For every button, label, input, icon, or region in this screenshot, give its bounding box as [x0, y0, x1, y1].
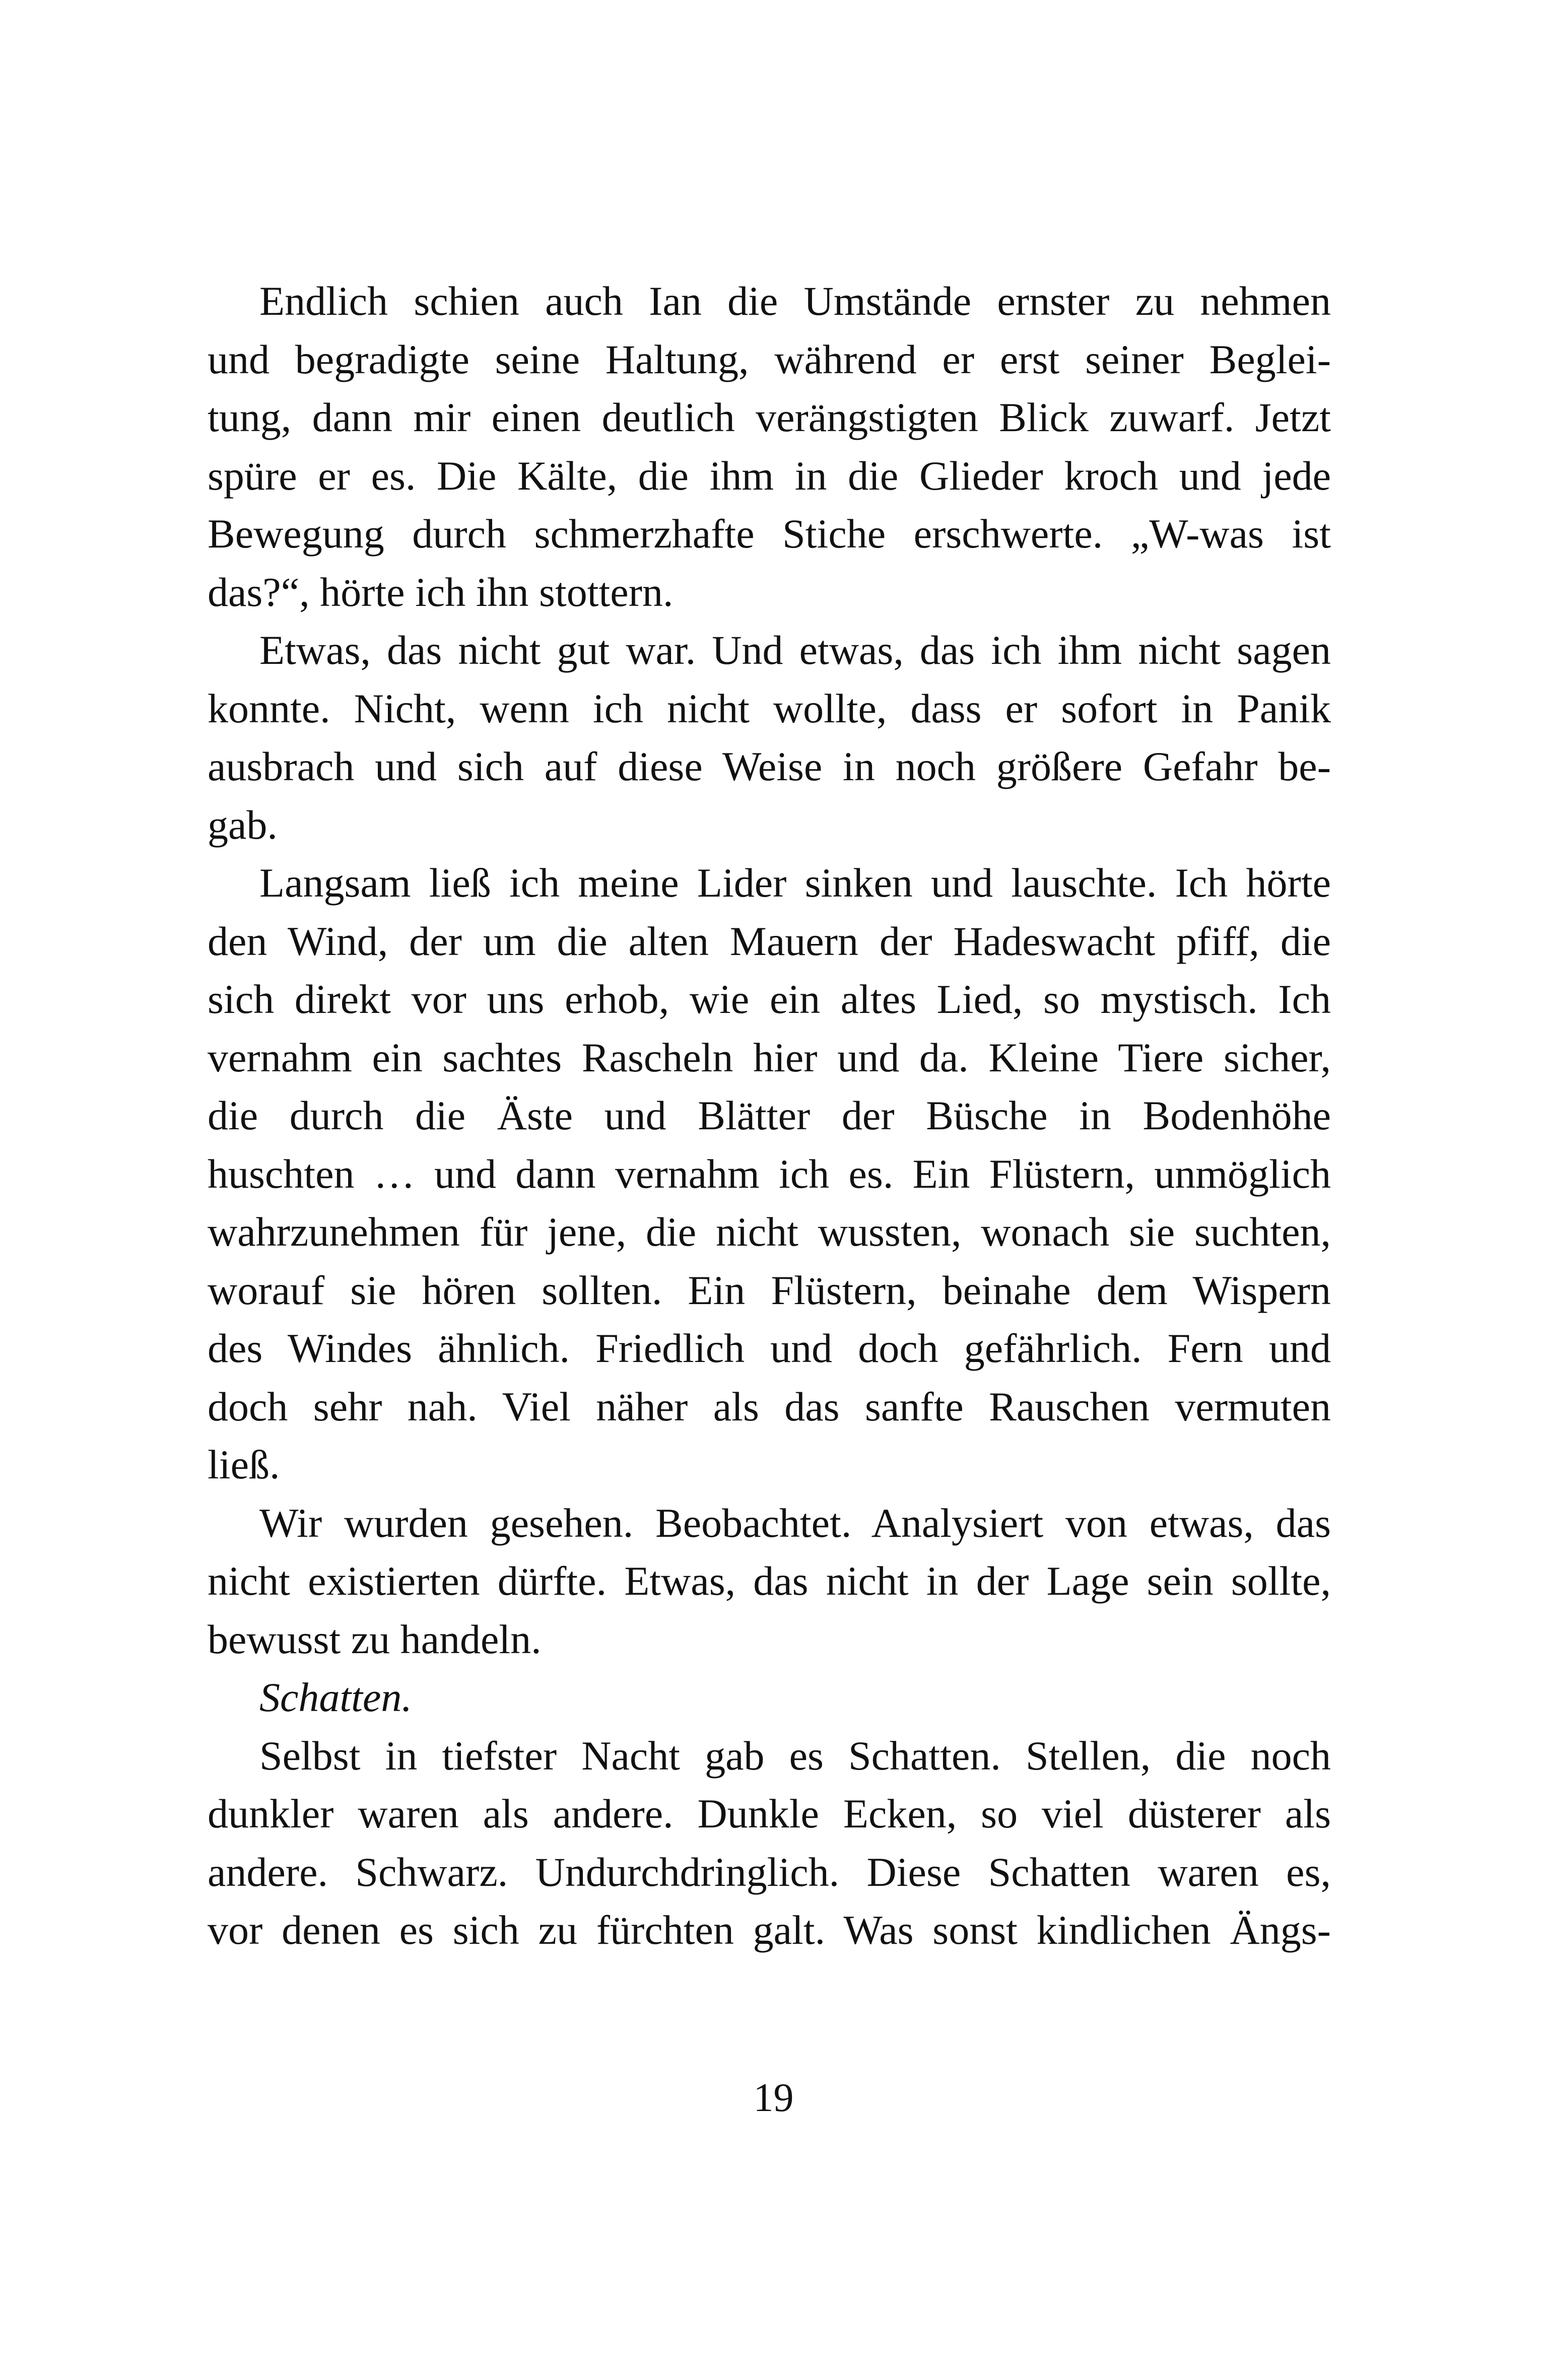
text-line: des Windes ähnlich. Friedlich und doch gefährlich. Fern und: [208, 1325, 1331, 1371]
text-line: Selbst in tiefster Nacht gab es Schatten. Stellen, die noch: [259, 1732, 1331, 1779]
text-line: Bewegung durch schmerzhafte Stiche erschwerte. „W-was ist: [208, 511, 1331, 557]
text-line: Langsam ließ ich meine Lider sinken und lauschte. Ich hörte: [259, 860, 1331, 906]
text-line: sich direkt vor uns erhob, wie ein altes Lied, so mystisch. Ich: [208, 976, 1331, 1022]
text-line: spüre er es. Die Kälte, die ihm in die Glieder kroch und jede: [208, 452, 1331, 499]
text-line: doch sehr nah. Viel näher als das sanfte Rauschen vermuten: [208, 1383, 1331, 1430]
text-line: wahrzunehmen für jene, die nicht wussten, wonach sie suchten,: [208, 1209, 1331, 1255]
text-line: ausbrach und sich auf diese Weise in noch größere Gefahr be-: [208, 743, 1331, 789]
text-line: vernahm ein sachtes Rascheln hier und da. Kleine Tiere sicher,: [208, 1034, 1331, 1080]
text-line: das?“, hörte ich ihn stottern.: [208, 569, 674, 615]
text-line: bewusst zu handeln.: [208, 1616, 542, 1662]
text-line: Endlich schien auch Ian die Umstände ernster zu nehmen: [259, 278, 1331, 324]
text-line: dunkler waren als andere. Dunkle Ecken, so viel düsterer als: [208, 1791, 1331, 1837]
text-line: andere. Schwarz. Undurchdringlich. Diese Schatten waren es,: [208, 1849, 1331, 1895]
text-line: huschten … und dann vernahm ich es. Ein Flüstern, unmöglich: [208, 1150, 1331, 1197]
text-line: Wir wurden gesehen. Beobachtet. Analysiert von etwas, das: [259, 1500, 1331, 1546]
text-line: gab.: [208, 801, 278, 848]
text-line: vor denen es sich zu fürchten galt. Was sonst kindlichen Ängs-: [208, 1907, 1331, 1953]
page-number: 19: [753, 2076, 794, 2120]
text-line: Schatten.: [259, 1674, 412, 1720]
text-line: tung, dann mir einen deutlich verängstigten Blick zuwarf. Jetzt: [208, 394, 1331, 440]
text-line: Etwas, das nicht gut war. Und etwas, das ich ihm nicht sagen: [259, 627, 1331, 673]
body-text: [208, 272, 1331, 1959]
text-line: den Wind, der um die alten Mauern der Hadeswacht pfiff, die: [208, 918, 1331, 964]
text-line: worauf sie hören sollten. Ein Flüstern, beinahe dem Wispern: [208, 1267, 1331, 1313]
text-line: die durch die Äste und Blätter der Büsche in Bodenhöhe: [208, 1093, 1331, 1138]
text-line: ließ.: [208, 1442, 280, 1487]
text-line: konnte. Nicht, wenn ich nicht wollte, dass er sofort in Panik: [208, 685, 1331, 731]
text-line: und begradigte seine Haltung, während er erst seiner Beglei-: [208, 336, 1331, 382]
text-line: nicht existierten dürfte. Etwas, das nicht in der Lage sein sollte,: [208, 1558, 1331, 1604]
